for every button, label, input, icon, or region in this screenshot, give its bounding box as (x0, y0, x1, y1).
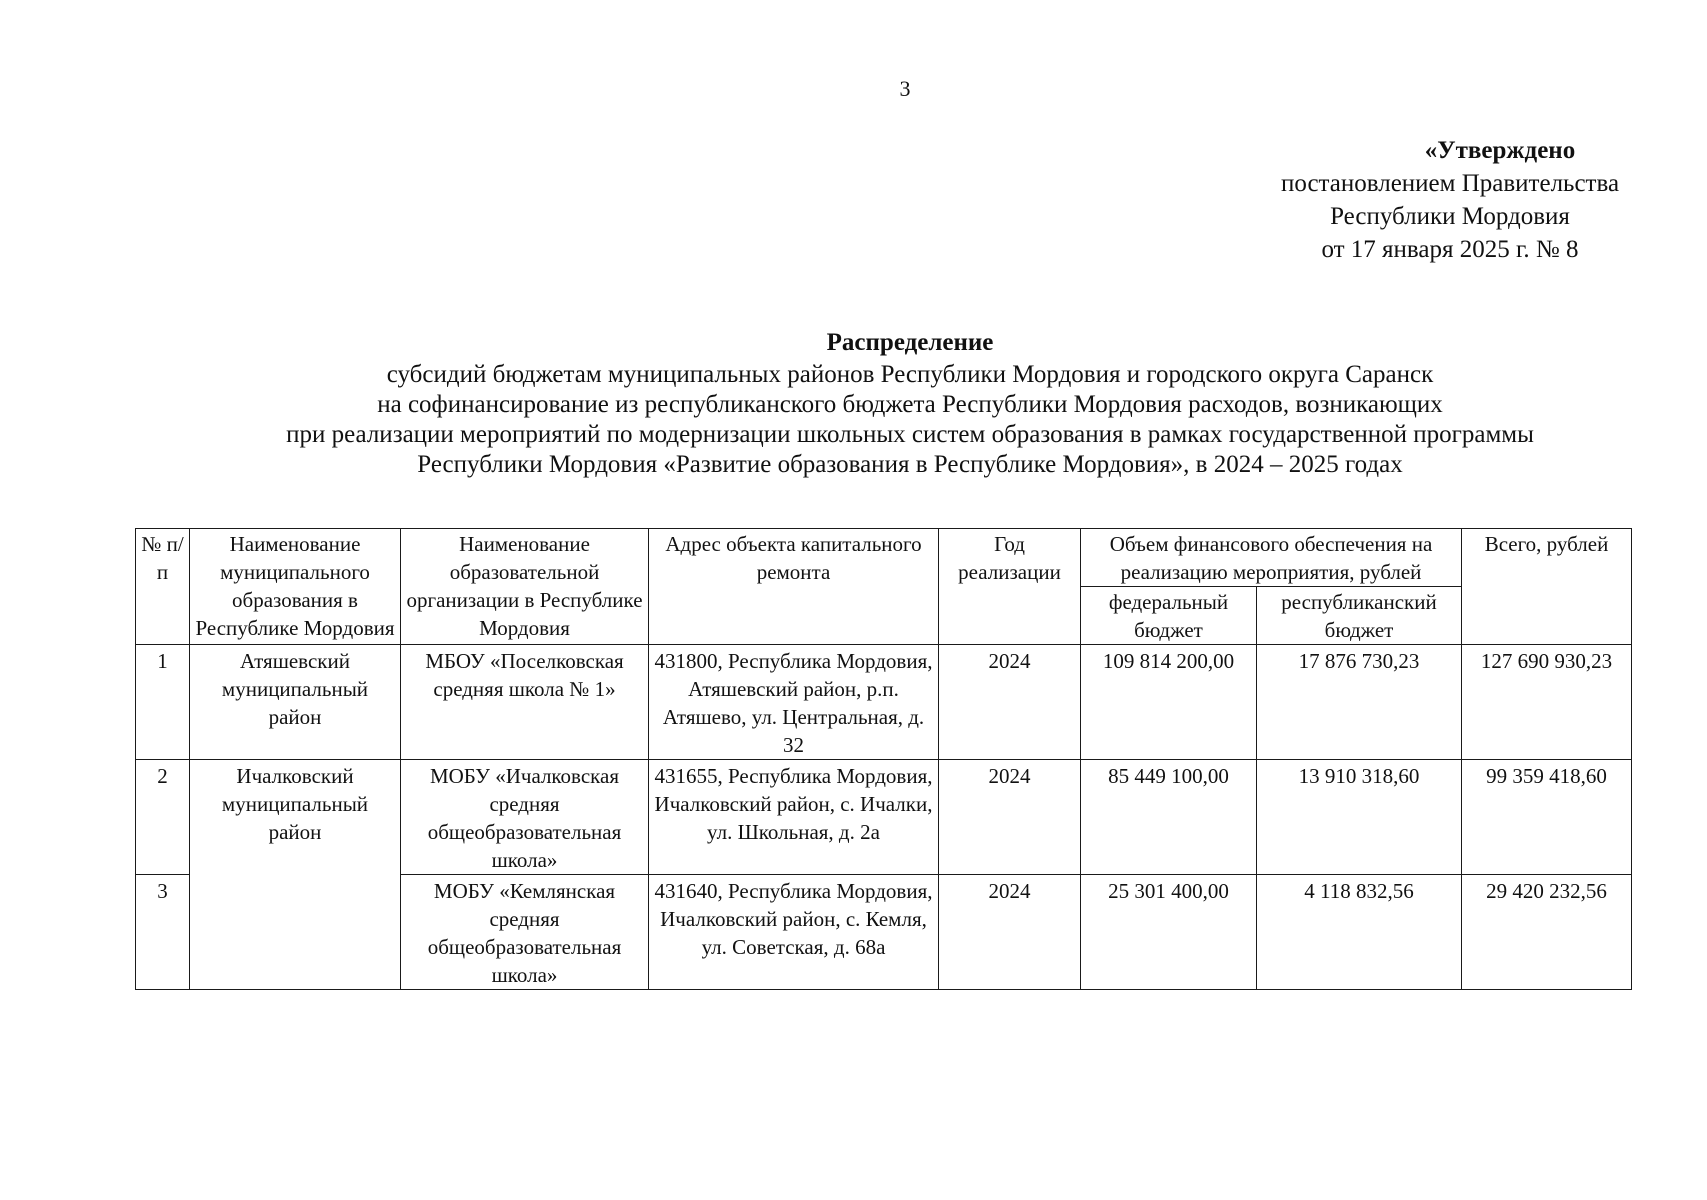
document-heading (130, 328, 1690, 480)
cell-address: 431655, Республика Мордовия, Ичалковский район, с. Ичалки, ул. Школьная, д. 2а (649, 760, 939, 875)
cell-address: 431640, Республика Мордовия, Ичалковский район, с. Кемля, ул. Советская, д. 68а (649, 875, 939, 990)
cell-total: 127 690 930,23 (1462, 645, 1632, 760)
cell-num: 2 (136, 760, 190, 875)
header-municipality: Наименование муниципального образования в Республике Мордовия (190, 529, 401, 645)
table-row (136, 760, 1632, 875)
heading-line: на софинансирование из республиканского бюджета Республики Мордовия расходов, возникающих (377, 391, 1443, 418)
heading-line: при реализации мероприятий по модернизации школьных систем образования в рамках государственной программы (286, 421, 1534, 448)
cell-organization: МОБУ «Кемлянская средняя общеобразовательная школа» (401, 875, 649, 990)
heading-title: Распределение (826, 329, 994, 356)
cell-municipality: Атяшевский муниципальный район (190, 645, 401, 760)
page-number: 3 (899, 76, 911, 101)
cell-republican: 17 876 730,23 (1257, 645, 1462, 760)
header-address: Адрес объекта капитального ремонта (649, 529, 939, 645)
cell-federal: 109 814 200,00 (1081, 645, 1257, 760)
header-num: № п/п (136, 529, 190, 645)
cell-total: 99 359 418,60 (1462, 760, 1632, 875)
cell-republican: 4 118 832,56 (1257, 875, 1462, 990)
heading-line: субсидий бюджетам муниципальных районов Республики Мордовия и городского округа Саранск (386, 361, 1434, 388)
header-total: Всего, рублей (1462, 529, 1632, 645)
approval-title: «Утверждено (1424, 137, 1576, 164)
header-federal: федеральный бюджет (1081, 587, 1257, 645)
cell-year: 2024 (939, 875, 1081, 990)
table-header-row (136, 529, 1632, 587)
header-organization: Наименование образовательной организации в Республике Мордовия (401, 529, 649, 645)
cell-year: 2024 (939, 645, 1081, 760)
table-row (136, 645, 1632, 760)
cell-total: 29 420 232,56 (1462, 875, 1632, 990)
heading-line: Республики Мордовия «Развитие образования в Республике Мордовия», в 2024 – 2025 годах (417, 451, 1403, 478)
header-year: Год реализации (939, 529, 1081, 645)
cell-municipality: Ичалковский муниципальный район (190, 760, 401, 990)
header-republican: республиканский бюджет (1257, 587, 1462, 645)
cell-address: 431800, Республика Мордовия, Атяшевский район, р.п. Атяшево, ул. Центральная, д. 32 (649, 645, 939, 760)
approval-line: постановлением Правительства (1280, 170, 1620, 197)
approval-line: от 17 января 2025 г. № 8 (1321, 236, 1579, 263)
subsidy-table (135, 528, 1632, 990)
cell-federal: 85 449 100,00 (1081, 760, 1257, 875)
cell-federal: 25 301 400,00 (1081, 875, 1257, 990)
cell-organization: МБОУ «Поселковская средняя школа № 1» (401, 645, 649, 760)
approval-block (1220, 134, 1680, 266)
cell-republican: 13 910 318,60 (1257, 760, 1462, 875)
cell-organization: МОБУ «Ичалковская средняя общеобразовательная школа» (401, 760, 649, 875)
approval-line: Республики Мордовия (1330, 203, 1570, 230)
cell-num: 3 (136, 875, 190, 990)
header-funding: Объем финансового обеспечения на реализацию мероприятия, рублей (1081, 529, 1462, 587)
cell-num: 1 (136, 645, 190, 760)
cell-year: 2024 (939, 760, 1081, 875)
